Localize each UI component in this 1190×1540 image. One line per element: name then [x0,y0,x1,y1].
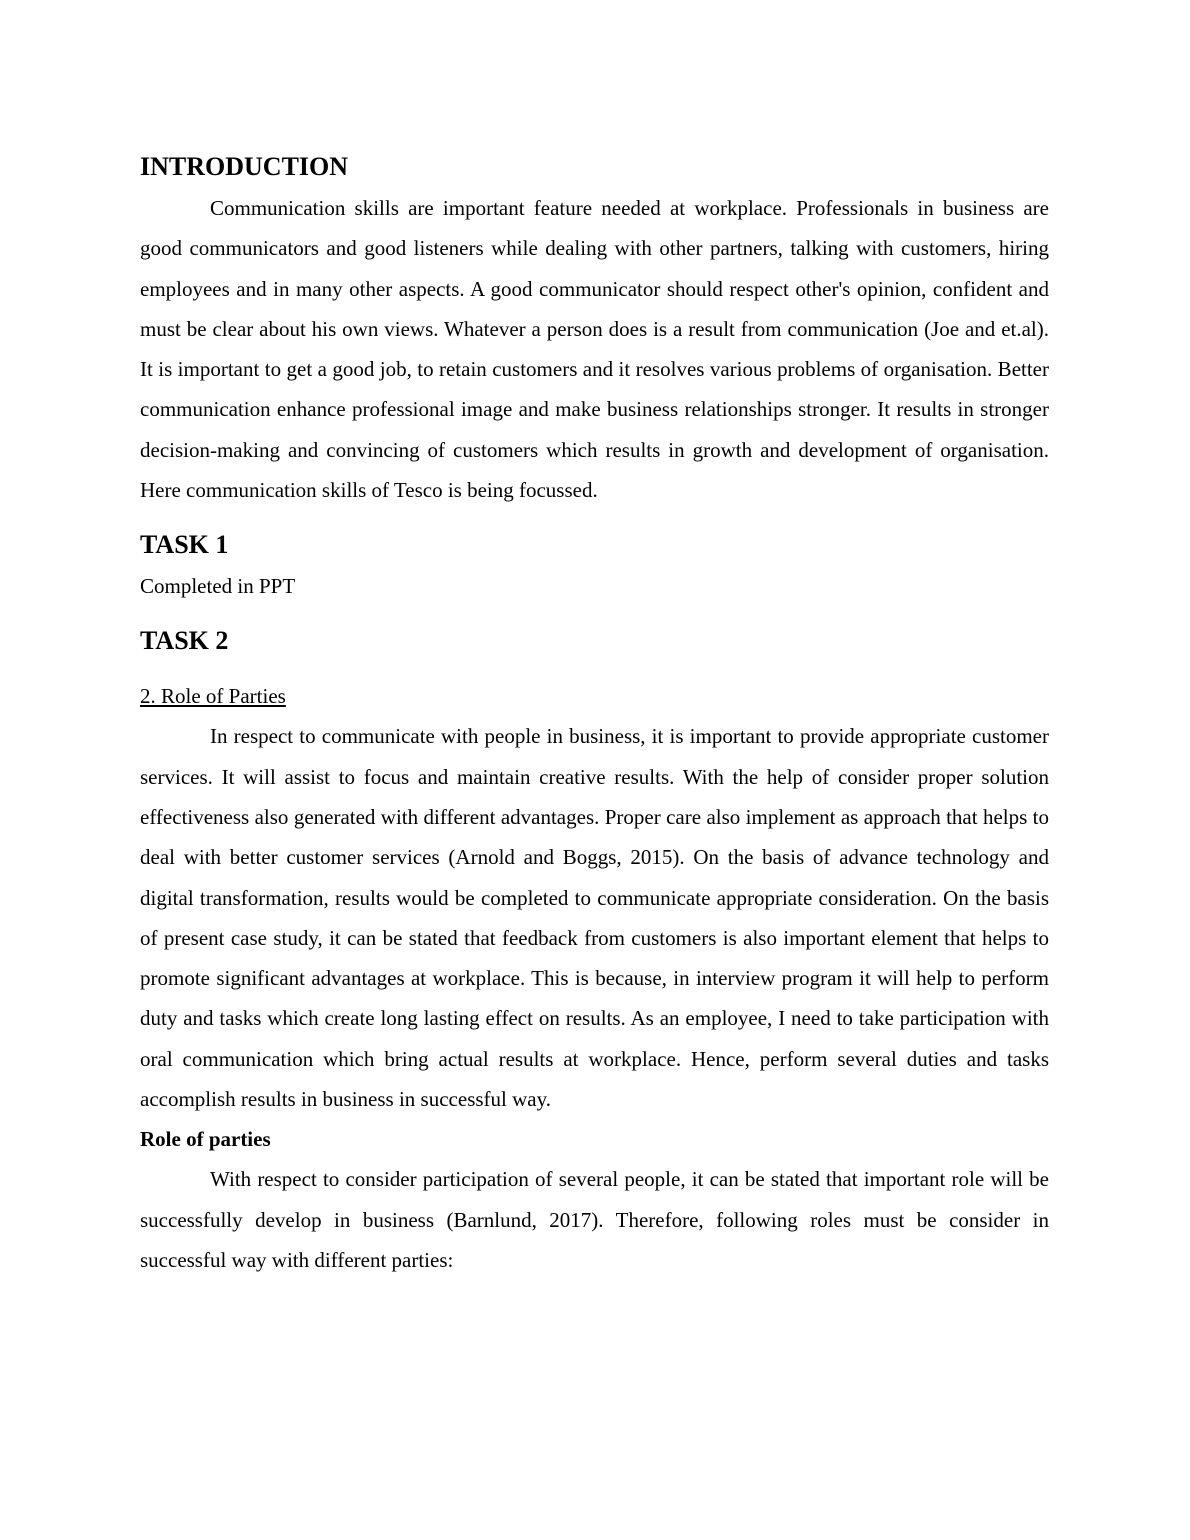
task1-text: Completed in PPT [140,574,296,599]
document-page [140,150,1049,1280]
introduction-paragraph: Communication skills are important feature needed at workplace. Professionals in business are good communicators and good listeners while dealing with other partners, talking with customers, hiring employees and in many other aspects. A good communicator should respect other's opinion, confident and must be clear about his own views. Whatever a person does is a result from communication (Joe and et.al). It is important to get a good job, to retain customers and it resolves various problems of organisation. Better communication enhance professional image and make business relationships stronger. It results in stronger decision-making and convincing of customers which results in growth and development of organisation. Here communication skills of Tesco is being focussed. [140,196,1049,503]
task2-paragraph-2: With respect to consider participation of several people, it can be stated that important role will be successfully develop in business (Barnlund, 2017). Therefore, following roles must be consider in successful way with different parties: [140,1167,1049,1272]
task1-heading: TASK 1 [140,530,229,560]
role-of-parties-heading: Role of parties [140,1127,271,1152]
role-of-parties-subtitle: 2. Role of Parties [140,684,286,709]
task2-paragraph-1: In respect to communicate with people in business, it is important to provide appropriate customer services. It will assist to focus and maintain creative results. With the help of consider proper solution effectiveness also generated with different advantages. Proper care also implement as approach that helps to deal with better customer services (Arnold and Boggs, 2015). On the basis of advance technology and digital transformation, results would be completed to communicate appropriate consideration. On the basis of present case study, it can be stated that feedback from customers is also important element that helps to promote significant advantages at workplace. This is because, in interview program it will help to perform duty and tasks which create long lasting effect on results. As an employee, I need to take participation with oral communication which bring actual results at workplace. Hence, perform several duties and tasks accomplish results in business in successful way. [140,724,1049,1112]
introduction-heading: INTRODUCTION [140,152,349,181]
task2-heading: TASK 2 [140,626,229,656]
